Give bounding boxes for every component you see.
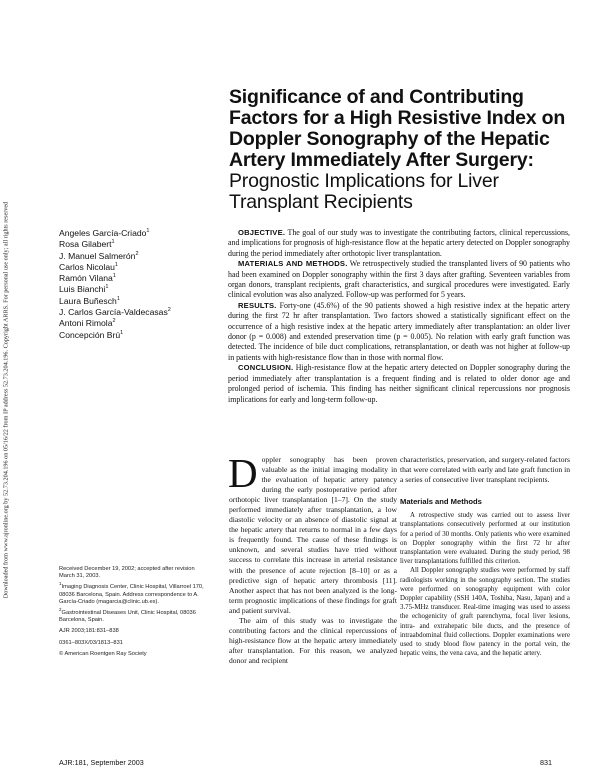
download-notice-text: Downloaded from www.ajronline.org by 52.73.204.196 on 05/16/22 from IP address 52.73.204.196. Copyright ARRS. For personal use only; all rights reserved bbox=[2, 201, 10, 599]
methods-paragraph-1: A retrospective study was carried out to assess liver transplantations consecutively performed at our institution for a period of 30 months. Only patients who were examined on Doppler sonography within the first 72 hr after transplantation were evaluated. During the study period, 98 liver transplantations fulfilled this criterion. bbox=[400, 512, 570, 566]
abstract-results: RESULTS. Forty-one (45.6%) of the 90 patients showed a high resistive index at the hepatic artery during the first 72 hr after transplantation. Two factors showed a statistically significant effect on the occurrence of a high resistive index at the hepatic artery immediately after transplantation: an older liver donor (p = 0.008) and extended preservation time (p = 0.005). No relation with early graft function was detected. The incidence of bile duct complications, retransplantation, or death was not higher at follow-up in patients with high-resistance flow than in those with normal flow. bbox=[228, 300, 570, 362]
journal-footer: AJR:181, September 2003 bbox=[59, 758, 144, 767]
received-dates: Received December 19, 2002; accepted after revision March 31, 2003. bbox=[59, 566, 195, 580]
author: Angeles García-Criado$^1$ bbox=[59, 228, 150, 238]
affiliation-2: $^2$Gastrointestinal Diseases Unit, Clinic Hospital, 08036 Barcelona, Spain. bbox=[59, 607, 196, 624]
title-subtitle: Prognostic Implications for Liver Transplant Recipients bbox=[229, 170, 499, 213]
methods-paragraph-2: All Doppler sonography studies were performed by staff radiologists working in the sonography section. The studies were performed on sonography equipment with color Doppler capability (SSH 140A, Toshiba, Nasu, Japan) and a 3.75-MHz transducer. Real-time imaging was used to assess the echogenicity of graft parenchyma, focal liver lesions, intra- and extrahepatic bile ducts, and the presence of intraabdominal fluid collections. Doppler examinations were used to study blood flow patency in the portal vein, the hepatic veins, the vena cava, and the hepatic artery. bbox=[400, 567, 570, 658]
author-list bbox=[59, 228, 209, 341]
affiliation-1: $^1$Imaging Diagnosis Center, Clinic Hospital, Villarroel 170, 08036 Barcelona, Spain. Address correspondence to A. García-Criado (magarcia@clinic.ub.es). bbox=[59, 581, 204, 605]
author: J. Manuel Salmerón$^2$ bbox=[59, 250, 139, 261]
footnotes bbox=[59, 566, 211, 662]
download-notice bbox=[0, 120, 14, 680]
abstract bbox=[228, 228, 570, 405]
author: Rosa Gilabert$^1$ bbox=[59, 239, 115, 250]
title-main: Significance of and Contributing Factors for a High Resistive Index on Doppler Sonography of the Hepatic Artery Immediately After Surgery: bbox=[229, 86, 566, 171]
copyright: © American Roentgen Ray Society bbox=[59, 650, 147, 657]
author: Ramón Vilana$^1$ bbox=[59, 273, 116, 284]
abstract-methods: MATERIALS AND METHODS. We retrospectively studied the transplanted livers of 90 patients who had been examined on Doppler sonography within the first 3 days after grafting. Seventeen variables from organ donors, transplant recipients, graft characteristics, and surgical procedures were investigated. Early clinical evolution was also analyzed. Follow-up was performed for 5 years. bbox=[228, 259, 570, 300]
citation: AJR 2003;181:831–838 bbox=[59, 628, 119, 635]
section-heading-methods: Materials and Methods bbox=[400, 497, 482, 507]
drop-cap: D bbox=[228, 450, 258, 496]
body-column-right bbox=[400, 455, 570, 658]
article-title bbox=[229, 87, 569, 213]
author: Luis Bianchi$^1$ bbox=[59, 284, 109, 295]
abstract-conclusion: CONCLUSION. High-resistance flow at the hepatic artery detected on Doppler sonography during the period immediately after transplantation is a frequent finding and is related to older donor age and prolonged period of ischemia. This finding has neither significant clinical repercussions nor prognosis implications for early and long-term follow-up. bbox=[228, 363, 570, 404]
author: Antoni Rimola$^2$ bbox=[59, 318, 116, 329]
author: Carlos Nicolau$^1$ bbox=[59, 261, 118, 272]
issn: 0361–803X/03/1813–831 bbox=[59, 639, 123, 646]
author: J. Carlos García-Valdecasas$^2$ bbox=[59, 307, 171, 318]
intro-paragraph-2: The aim of this study was to investigate the contributing factors and the clinical repercussions of high-resistance flow at the hepatic artery immediately after transplantation. For this reason, we analyzed donor and recipient bbox=[229, 615, 397, 665]
author: Laura Buñesch$^1$ bbox=[59, 295, 120, 306]
intro-paragraph-1: Doppler sonography has been proven valuable as the initial imaging modality in the evaluation of hepatic artery patency during the early postoperative period after orthotopic liver transplantation [1–7]. On the study performed immediately after transplantation, a low diastolic velocity or an absence of diastolic signal at the hepatic artery that returns to normal in a few days is frequently found. The cause of these findings is unknown, and several studies have tried without success to correlate this increase in arterial resistance with the presence of acute rejection [8–10] or as a predictive sign of hepatic artery thrombosis [11]. Another aspect that has not been analyzed is the long-term prognostic implications of these findings for graft and patient survival. bbox=[228, 450, 397, 615]
intro-continued: characteristics, preservation, and surgery-related factors that were correlated with early and late graft function in a series of consecutive liver transplant recipients. bbox=[400, 455, 570, 485]
page-number: 831 bbox=[540, 758, 552, 767]
body-column-middle bbox=[228, 450, 397, 666]
abstract-objective: OBJECTIVE. The goal of our study was to investigate the contributing factors, clinical repercussions, and implications for prognosis of high-resistance flow at the hepatic artery detected on Doppler sonography during the period immediately after orthotopic liver transplantation. bbox=[228, 228, 570, 258]
author: Concepción Brú$^1$ bbox=[59, 329, 124, 340]
